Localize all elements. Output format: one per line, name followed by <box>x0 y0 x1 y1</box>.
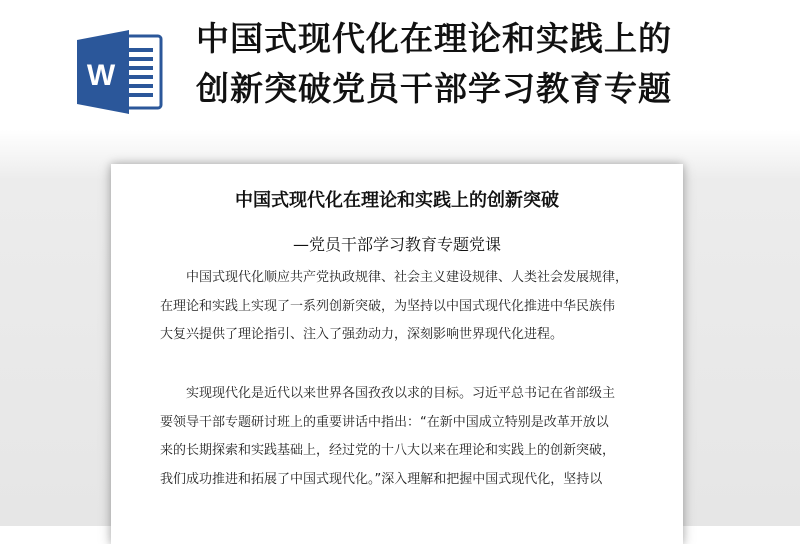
paragraph-line: 我们成功推进和拓展了中国式现代化。”深入理解和把握中国式现代化，坚持以 <box>160 471 603 487</box>
header-title-line-2: 创新突破党员干部学习教育专题 <box>196 69 672 108</box>
paragraph-line: 大复兴提供了理论指引、注入了强劲动力，深刻影响世界现代化进程。 <box>160 327 564 343</box>
paragraph-line: 来的长期探索和实践基础上，经过党的十八大以来在理论和实践上的创新突破， <box>160 443 616 459</box>
document-page <box>111 164 683 544</box>
paragraph-1 <box>160 264 650 350</box>
word-icon-letter: W <box>86 59 116 92</box>
paragraph-line: 中国式现代化顺应共产党执政规律、社会主义建设规律、人类社会发展规律， <box>186 270 629 285</box>
header-banner <box>0 0 800 140</box>
paragraph-line: 要领导干部专题研讨班上的重要讲话中指出：“在新中国成立特别是改革开放以 <box>160 414 609 430</box>
word-icon <box>77 30 165 114</box>
paragraph-line: 实现现代化是近代以来世界各国孜孜以求的目标。习近平总书记在省部级主 <box>186 386 616 401</box>
paragraph-line: 在理论和实践上实现了一系列创新突破，为坚持以中国式现代化推进中华民族伟 <box>160 298 616 314</box>
paragraph-2 <box>160 380 650 494</box>
document-title: 中国式现代化在理论和实践上的创新突破 <box>235 190 559 211</box>
document-subtitle: —党员干部学习教育专题党课 <box>292 235 501 254</box>
header-title-line-1: 中国式现代化在理论和实践上的 <box>196 19 672 58</box>
header-title <box>196 14 796 114</box>
